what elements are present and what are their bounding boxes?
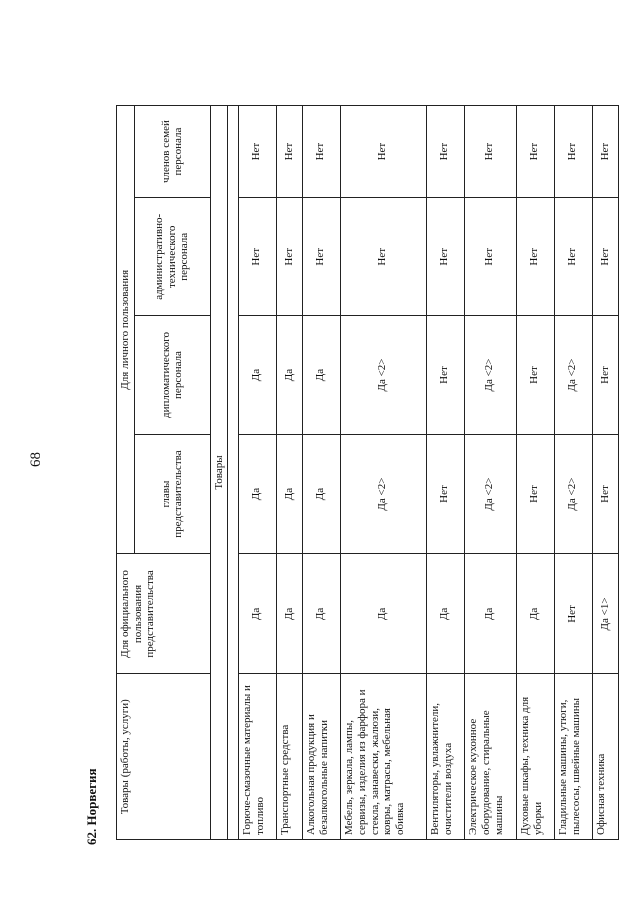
cell-item: Горюче-смазочные материалы и топливо [239, 674, 277, 840]
cell-diplomatic: Да <2> [555, 316, 593, 434]
cell-diplomatic: Да [239, 316, 277, 434]
page-number: 68 [28, 452, 44, 467]
cell-item: Гладильные машины, утюги, пылесосы, швейные машины [555, 674, 593, 840]
cell-official: Да [341, 554, 427, 674]
section-title: Товары [210, 106, 228, 840]
cell-head: Да <2> [555, 434, 593, 554]
cell-item: Мебель, зеркала, лампы, сервизы, изделия из фарфора и стекла, занавески, жалюзи, ковры, матрасы, мебельная обивка [341, 674, 427, 840]
cell-head: Нет [593, 434, 619, 554]
cell-head: Нет [517, 434, 555, 554]
cell-admin: Нет [277, 198, 303, 316]
table-row [239, 106, 277, 840]
table-row [465, 106, 517, 840]
cell-diplomatic: Нет [517, 316, 555, 434]
table-row [277, 106, 303, 840]
cell-family: Нет [239, 106, 277, 198]
cell-official: Да [427, 554, 465, 674]
cell-item: Транспортные средства [277, 674, 303, 840]
cell-family: Нет [465, 106, 517, 198]
cell-head: Да [277, 434, 303, 554]
cell-diplomatic: Да [303, 316, 341, 434]
cell-official: Да <1> [593, 554, 619, 674]
cell-head: Да [303, 434, 341, 554]
cell-official: Да [239, 554, 277, 674]
cell-official: Да [303, 554, 341, 674]
cell-admin: Нет [427, 198, 465, 316]
cell-head: Нет [427, 434, 465, 554]
table-row [593, 106, 619, 840]
header-personal-use: Для личного пользования [117, 106, 135, 555]
cell-item: Электрическое кухонное оборудование, стиральные машины [465, 674, 517, 840]
cell-family: Нет [517, 106, 555, 198]
cell-official: Да [517, 554, 555, 674]
cell-diplomatic: Да <2> [465, 316, 517, 434]
cell-item: Офисная техника [593, 674, 619, 840]
cell-item: Духовые шкафы, техника для уборки [517, 674, 555, 840]
cell-item: Вентиляторы, увлажнители, очистители воздуха [427, 674, 465, 840]
header-official-use: Для официального пользования представительства [117, 554, 211, 674]
table-row [517, 106, 555, 840]
cell-admin: Нет [593, 198, 619, 316]
section-heading: 62. Норвегия [84, 768, 99, 845]
cell-item: Алкогольная продукция и безалкогольные напитки [303, 674, 341, 840]
cell-admin: Нет [341, 198, 427, 316]
cell-family: Нет [555, 106, 593, 198]
cell-diplomatic: Нет [593, 316, 619, 434]
cell-admin: Нет [239, 198, 277, 316]
cell-admin: Нет [465, 198, 517, 316]
cell-official: Нет [555, 554, 593, 674]
table-row [303, 106, 341, 840]
cell-head: Да [239, 434, 277, 554]
cell-family: Нет [427, 106, 465, 198]
header-admin: административно-технического персонала [134, 198, 210, 316]
cell-official: Да [465, 554, 517, 674]
table-row [341, 106, 427, 840]
cell-admin: Нет [517, 198, 555, 316]
spacer-row [228, 106, 239, 840]
privileges-table [116, 105, 619, 840]
header-diplomatic: дипломатического персонала [134, 316, 210, 434]
cell-diplomatic: Да <2> [341, 316, 427, 434]
cell-admin: Нет [555, 198, 593, 316]
table-row [555, 106, 593, 840]
cell-diplomatic: Нет [427, 316, 465, 434]
header-goods: Товары (работы, услуги) [117, 674, 211, 840]
cell-family: Нет [277, 106, 303, 198]
header-head: главы представительства [134, 434, 210, 554]
table-row [427, 106, 465, 840]
cell-official: Да [277, 554, 303, 674]
header-family: членов семей персонала [134, 106, 210, 198]
cell-family: Нет [341, 106, 427, 198]
cell-head: Да <2> [465, 434, 517, 554]
section-row [210, 106, 228, 840]
cell-family: Нет [303, 106, 341, 198]
cell-head: Да <2> [341, 434, 427, 554]
cell-diplomatic: Да [277, 316, 303, 434]
cell-family: Нет [593, 106, 619, 198]
cell-admin: Нет [303, 198, 341, 316]
